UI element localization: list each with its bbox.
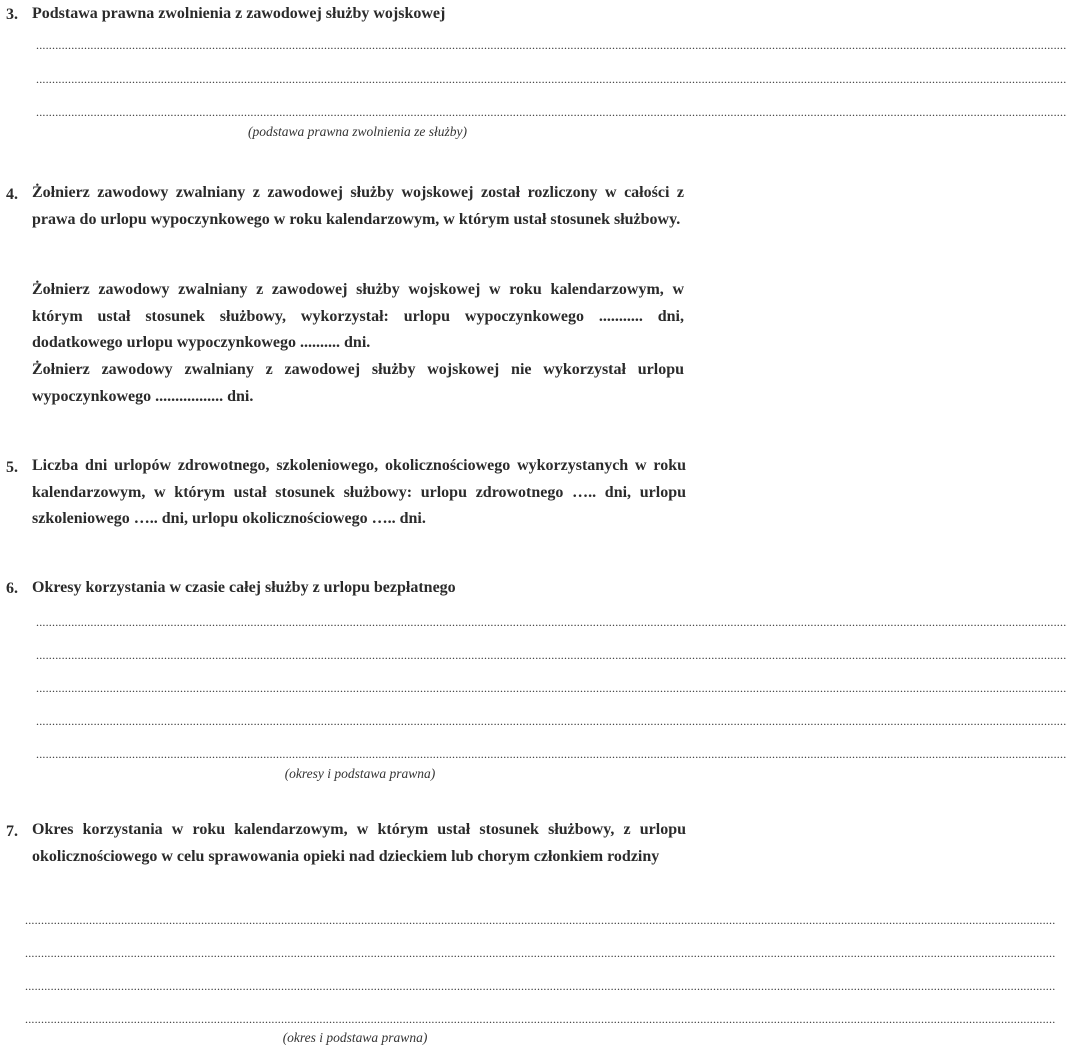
section-7-number: 7.	[6, 823, 18, 840]
section-4-paragraph-1: Żołnierz zawodowy zwalniany z zawodowej służby wojskowej został rozliczony w całości z prawa do urlopu wypoczynkowego w roku kalendarzowym, w którym ustał stosunek służbowy.	[32, 184, 684, 228]
dotted-line: ..................................................................................................................................................................................................................................................................................................................................	[25, 979, 1056, 993]
dotted-line: ..................................................................................................................................................................................................................................................................................................................................	[36, 72, 1066, 86]
dotted-line: ..................................................................................................................................................................................................................................................................................................................................	[36, 38, 1066, 52]
section-6-caption: (okresy i podstawa prawna)	[284, 766, 436, 781]
dotted-line: ..................................................................................................................................................................................................................................................................................................................................	[25, 946, 1056, 960]
dotted-line: ..................................................................................................................................................................................................................................................................................................................................	[36, 615, 1066, 629]
section-4-paragraph-3: Żołnierz zawodowy zwalniany z zawodowej służby wojskowej nie wykorzystał urlopu wypoczynkowego ................. dni.	[32, 361, 684, 405]
dotted-line: ..................................................................................................................................................................................................................................................................................................................................	[36, 648, 1066, 662]
section-5-number: 5.	[6, 459, 18, 476]
dotted-line: ..................................................................................................................................................................................................................................................................................................................................	[36, 681, 1066, 695]
section-3-number: 3.	[6, 6, 18, 23]
section-6-number: 6.	[6, 580, 18, 597]
section-4-number: 4.	[6, 186, 18, 203]
dotted-line: ..................................................................................................................................................................................................................................................................................................................................	[25, 913, 1056, 927]
dotted-line: ..................................................................................................................................................................................................................................................................................................................................	[36, 105, 1066, 119]
section-7-caption: (okres i podstawa prawna)	[282, 1030, 428, 1045]
section-3-title: Podstawa prawna zwolnienia z zawodowej służby wojskowej	[32, 5, 446, 22]
section-6-title: Okresy korzystania w czasie całej służby z urlopu bezpłatnego	[32, 579, 456, 596]
section-3-caption: (podstawa prawna zwolnienia ze służby)	[247, 124, 467, 139]
dotted-line: ..................................................................................................................................................................................................................................................................................................................................	[36, 747, 1066, 761]
section-5-text: Liczba dni urlopów zdrowotnego, szkoleniowego, okolicznościowego wykorzystanych w roku kalendarzowym, w którym ustał stosunek służbowy: urlopu zdrowotnego ….. dni, urlopu szkoleniowego ….. dni, urlopu okolicznościowego ….. dni.	[32, 457, 686, 527]
dotted-line: ..................................................................................................................................................................................................................................................................................................................................	[25, 1012, 1056, 1026]
dotted-line: ..................................................................................................................................................................................................................................................................................................................................	[36, 714, 1066, 728]
section-4-paragraph-2: Żołnierz zawodowy zwalniany z zawodowej służby wojskowej w roku kalendarzowym, w którym ustał stosunek służbowy, wykorzystał: urlopu wypoczynkowego ........... dni, dodatkowego urlopu wypoczynkowego .......... dni.	[32, 281, 684, 351]
section-7-text: Okres korzystania w roku kalendarzowym, w którym ustał stosunek służbowy, z urlopu okolicznościowego w celu sprawowania opieki nad dzieckiem lub chorym członkiem rodziny	[32, 821, 686, 865]
